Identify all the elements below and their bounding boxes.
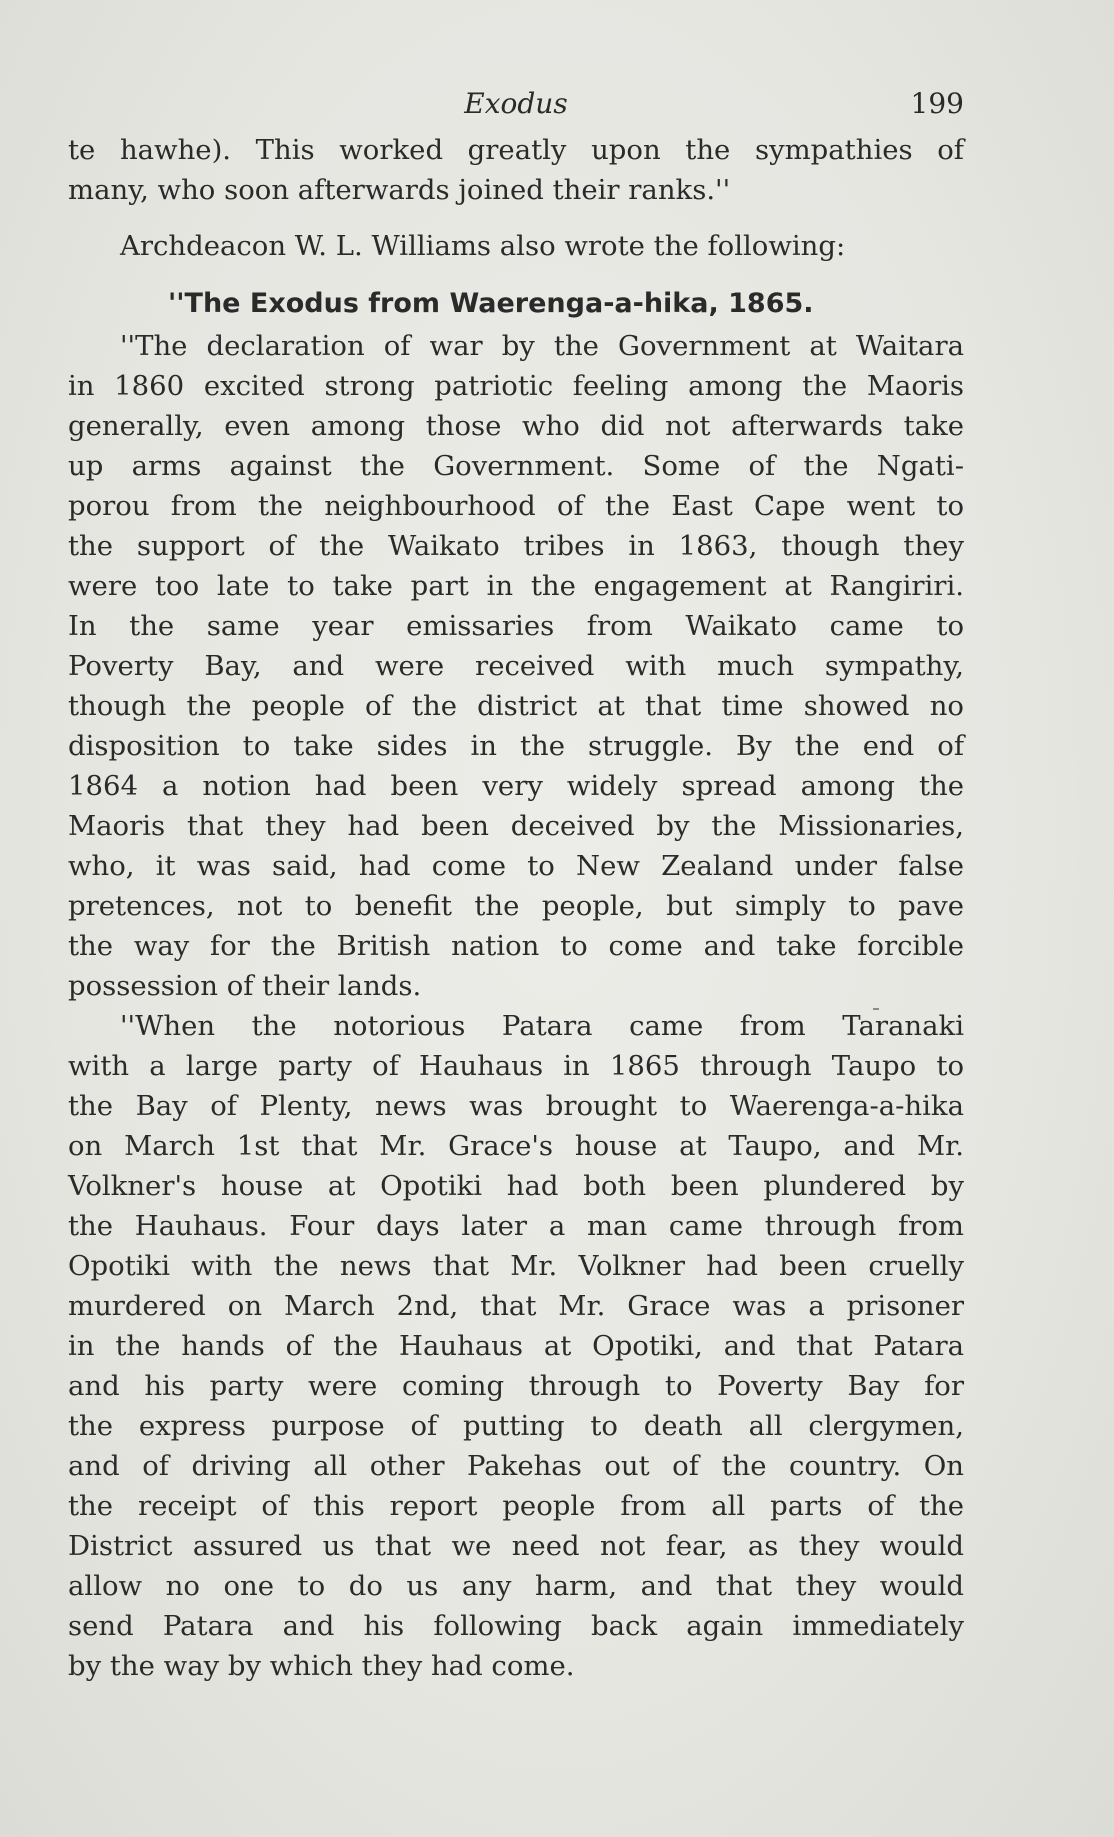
text-line: porou from the neighbourhood of the East Cape went to [68, 490, 964, 522]
text-line: the support of the Waikato tribes in 1863, though they [68, 530, 964, 562]
paragraph-4 [68, 1006, 964, 1686]
paragraph-gap [68, 266, 964, 282]
running-title: Exodus [464, 87, 568, 120]
text-line: by the way by which they had come. [68, 1650, 575, 1682]
text-line: District assured us that we need not fear, as they would [68, 1530, 964, 1562]
text-line: the Hauhaus. Four days later a man came through from [68, 1210, 964, 1242]
text-line: and of driving all other Pakehas out of the country. On [68, 1450, 964, 1482]
stray-mark [873, 1008, 879, 1010]
text-line: possession of their lands. [68, 970, 422, 1002]
text-line: the receipt of this report people from all parts of the [68, 1490, 964, 1522]
text-line: 1864 a notion had been very widely spread among the [68, 770, 964, 802]
text-line: ''When the notorious Patara came from Taranaki [120, 1010, 964, 1042]
text-line: in 1860 excited strong patriotic feeling among the Maoris [68, 370, 964, 402]
text-line: and his party were coming through to Poverty Bay for [68, 1370, 964, 1402]
section-heading: ''The Exodus from Waerenga-a-hika, 1865. [168, 288, 814, 319]
text-line: Maoris that they had been deceived by the Missionaries, [68, 810, 964, 842]
text-line: pretences, not to benefit the people, but simply to pave [68, 890, 964, 922]
text-line: were too late to take part in the engagement at Rangiriri. [68, 570, 964, 602]
text-line: generally, even among those who did not afterwards take [68, 410, 964, 442]
text-line: ''The declaration of war by the Government at Waitara [120, 330, 964, 362]
text-line: though the people of the district at that time showed no [68, 690, 964, 722]
page-content [68, 78, 964, 1686]
text-line: in the hands of the Hauhaus at Opotiki, and that Patara [68, 1330, 964, 1362]
text-line: the Bay of Plenty, news was brought to Waerenga-a-hika [68, 1090, 964, 1122]
text-line: te hawhe). This worked greatly upon the sympathies of [68, 134, 964, 166]
text-line: Opotiki with the news that Mr. Volkner had been cruelly [68, 1250, 964, 1282]
text-line: up arms against the Government. Some of the Ngati- [68, 450, 964, 482]
text-line: the way for the British nation to come and take forcible [68, 930, 964, 962]
text-line: who, it was said, had come to New Zealand under false [68, 850, 964, 882]
text-line: many, who soon afterwards joined their ranks.'' [68, 174, 731, 206]
text-line: murdered on March 2nd, that Mr. Grace was a prisoner [68, 1290, 964, 1322]
text-line: with a large party of Hauhaus in 1865 through Taupo to [68, 1050, 964, 1082]
text-line: allow no one to do us any harm, and that they would [68, 1570, 964, 1602]
text-line: Poverty Bay, and were received with much sympathy, [68, 650, 964, 682]
running-head [68, 78, 964, 130]
paragraph-3 [68, 326, 964, 1006]
page-number: 199 [910, 87, 964, 120]
text-line: disposition to take sides in the struggle. By the end of [68, 730, 964, 762]
text-line: on March 1st that Mr. Grace's house at Taupo, and Mr. [68, 1130, 964, 1162]
text-line: the express purpose of putting to death all clergymen, [68, 1410, 964, 1442]
text-line: Volkner's house at Opotiki had both been plundered by [68, 1170, 964, 1202]
text-line: send Patara and his following back again immediately [68, 1610, 964, 1642]
text-line: In the same year emissaries from Waikato came to [68, 610, 964, 642]
paragraph-1 [68, 130, 964, 210]
paragraph-gap [68, 210, 964, 226]
text-line: Archdeacon W. L. Williams also wrote the following: [120, 230, 846, 262]
paragraph-2 [68, 226, 964, 266]
